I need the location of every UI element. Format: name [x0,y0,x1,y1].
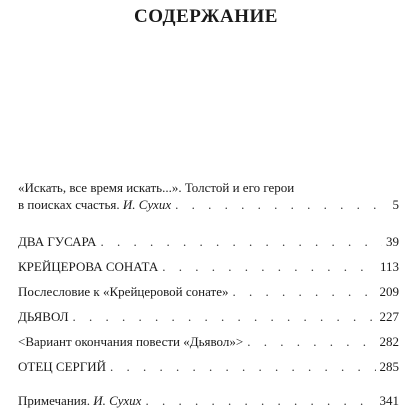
toc-leader-dots [73,309,376,325]
toc-entry-author: И. Сухих [93,393,142,408]
toc-entry-primechaniya[interactable] [18,393,399,409]
toc-entry-label: КРЕЙЦЕРОВА СОНАТА [18,259,159,274]
toc-page-number: 285 [379,359,399,374]
toc-entry-label-text: Примечания. [18,393,90,408]
toc-leader-dots [233,284,376,300]
toc-page-number: 227 [379,309,399,324]
toc-entry-label: ОТЕЦ СЕРГИЙ [18,359,107,374]
page-title: СОДЕРЖАНИЕ [134,6,278,27]
toc-leader-dots [100,234,382,250]
toc-entry-dva-gusara[interactable] [18,234,399,250]
toc-entry-variant-okonchaniya[interactable] [18,334,399,350]
toc-entry-intro[interactable] [18,197,399,213]
toc-entry-author: И. Сухих [122,197,172,212]
toc-entry-label: Послесловие к «Крейцеровой сонате» [18,284,229,299]
toc-entry-dyavol[interactable] [18,309,399,325]
toc-leader-dots [145,393,375,409]
toc-page-number: 341 [379,393,399,408]
toc-leader-dots [110,359,375,375]
toc-page-number: 282 [379,334,399,349]
toc-entry-label: <Вариант окончания повести «Дьявол»> [18,334,244,349]
toc-leader-dots [175,197,388,213]
toc-leader-dots [162,259,376,275]
toc-page-number: 39 [386,234,399,249]
toc-leader-dots [247,334,375,350]
toc-entry-posleslovie[interactable] [18,284,399,300]
toc-entry-label-text: в поисках счастья. [18,197,120,212]
toc-entry-label [18,393,141,409]
toc-entry-label: ДВА ГУСАРА [18,234,97,249]
toc-entry-otets-sergiy[interactable] [18,359,399,375]
toc-entry-kreitserova-sonata[interactable] [18,259,399,275]
toc-entry-intro-line1: «Искать, все время искать...». Толстой и его герои [18,180,295,195]
toc-entry-label [18,197,171,213]
toc-page-number: 209 [379,284,399,299]
toc-entry-label: ДЬЯВОЛ [18,309,69,324]
toc-page-number: 113 [379,259,399,274]
toc-page-number: 5 [392,197,399,212]
